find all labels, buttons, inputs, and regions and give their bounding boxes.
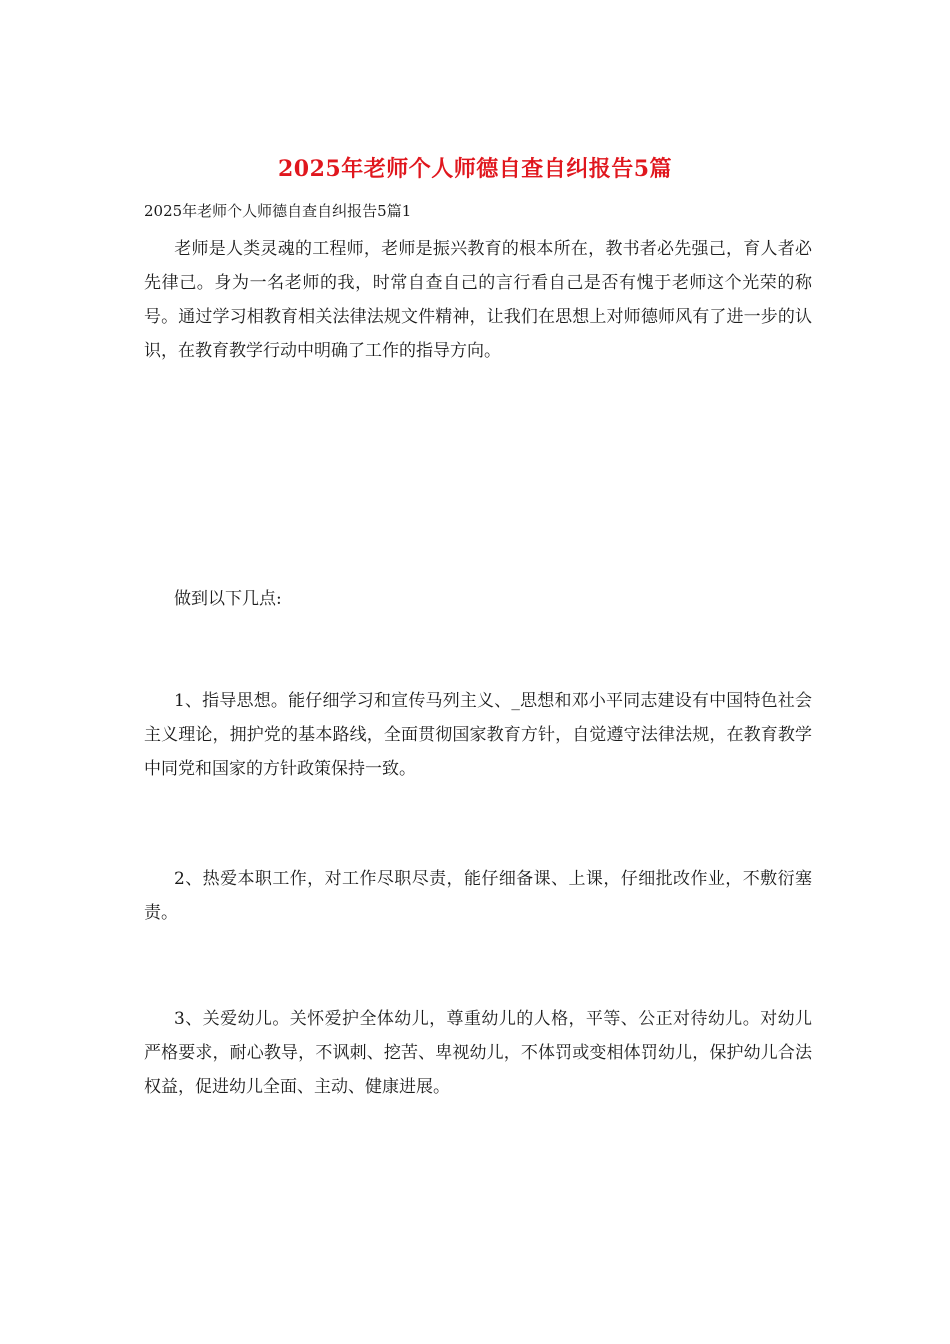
paragraph-lead-text: 做到以下几点: [174, 589, 282, 609]
paragraph-point-3-text: 3、关爱幼儿。关怀爱护全体幼儿，尊重幼儿的人格，平等、公正对待幼儿。对幼儿严格要求，耐心教导，不讽刺、挖苦、卑视幼儿，不体罚或变相体罚幼儿，保护幼儿合法权益，促进幼儿全面、主动、健康进展。 [144, 1009, 812, 1097]
paragraph-point-1 [144, 684, 812, 786]
document-subtitle: 2025年老师个人师德自查自纠报告5篇1 [144, 202, 412, 220]
paragraph-point-2 [144, 862, 812, 930]
paragraph-point-2-text: 2、热爱本职工作，对工作尽职尽责，能仔细备课、上课，仔细批改作业，不敷衍塞责。 [144, 869, 812, 923]
paragraph-intro-text: 老师是人类灵魂的工程师，老师是振兴教育的根本所在，教书者必先强己，育人者必先律己。身为一名老师的我，时常自查自己的言行看自己是否有愧于老师这个光荣的称号。通过学习相教育相关法律法规文件精神，让我们在思想上对师德师风有了进一步的认识，在教育教学行动中明确了工作的指导方向。 [144, 239, 812, 361]
paragraph-point-3 [144, 1002, 812, 1104]
paragraph-intro [144, 232, 812, 368]
paragraph-point-1-text: 1、指导思想。能仔细学习和宣传马列主义、_思想和邓小平同志建设有中国特色社会主义理论，拥护党的基本路线，全面贯彻国家教育方针，自觉遵守法律法规，在教育教学中同党和国家的方针政策保持一致。 [144, 691, 812, 779]
paragraph-lead [144, 582, 812, 616]
document-title: 2025年老师个人师德自查自纠报告5篇 [277, 156, 673, 182]
